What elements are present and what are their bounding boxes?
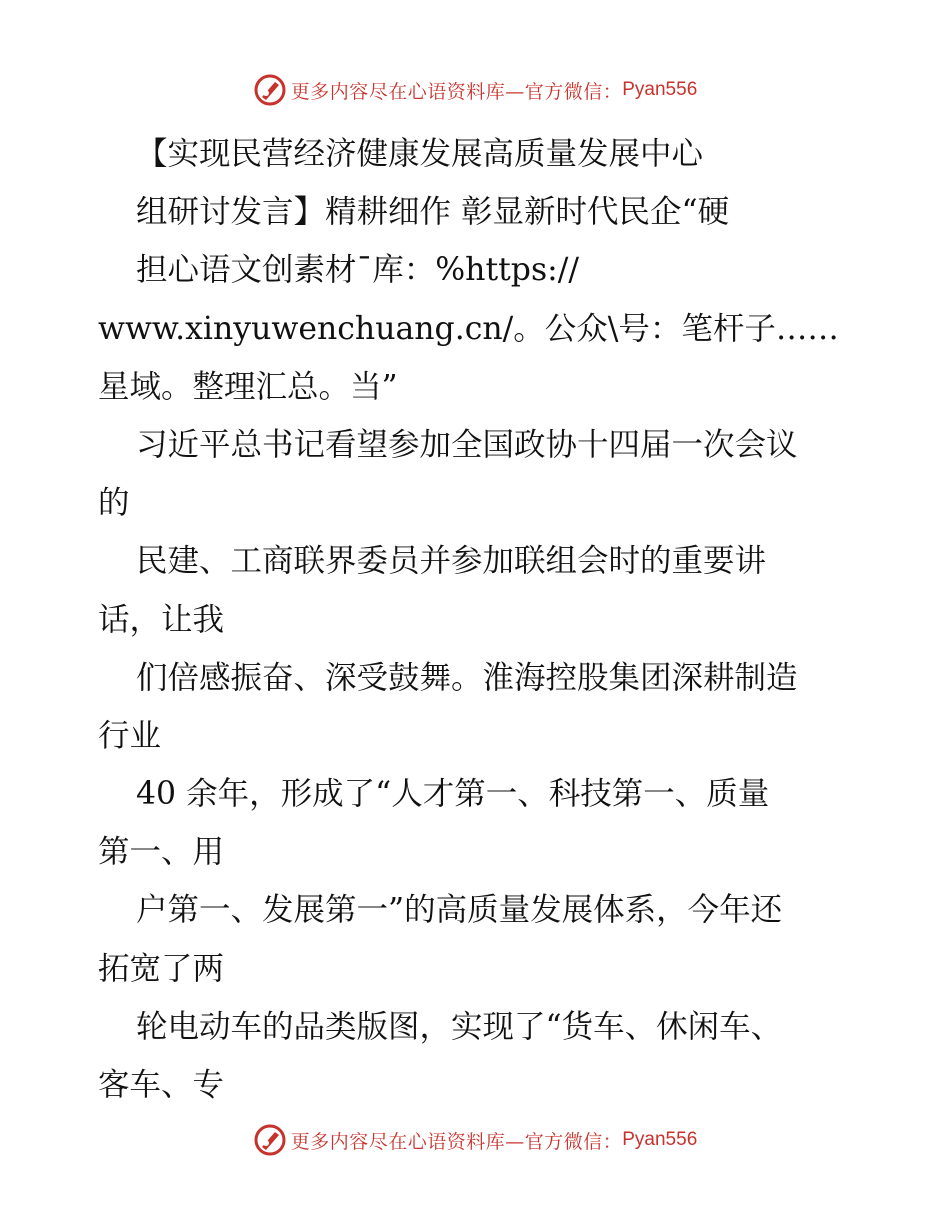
doc-line: 轮电动车的品类版图，实现了“货车、休闲车、 <box>136 1008 783 1045</box>
footer-banner <box>0 1120 950 1160</box>
doc-line: 户第一、发展第一”的高质量发展体系，今年还 <box>136 892 783 929</box>
doc-line: 【实现民营经济健康发展高质量发展中心 <box>136 136 704 172</box>
doc-line: 组研讨发言】精耕细作 彰显新时代民企“硬 <box>136 194 730 231</box>
doc-line: 拓宽了两 <box>98 950 225 987</box>
brand-logo-icon <box>253 73 287 107</box>
doc-line: 话，让我 <box>98 601 225 638</box>
doc-line: 们倍感振奋、深受鼓舞。淮海控股集团深耕制造 <box>136 659 798 696</box>
footer-wechat-id: Pyan556 <box>622 1129 698 1150</box>
doc-line: 的 <box>98 485 130 522</box>
header-wechat-id: Pyan556 <box>622 79 698 100</box>
doc-line: 担心语文创素材¯库：%https:// <box>136 252 579 289</box>
doc-line: 民建、工商联界委员并参加联组会时的重要讲 <box>136 543 767 580</box>
doc-line: 客车、专 <box>98 1067 225 1103</box>
footer-banner-text: 更多内容尽在心语资料库—官方微信： <box>290 1130 623 1153</box>
doc-line: 第一、用 <box>98 834 225 871</box>
document-body <box>98 125 888 1114</box>
header-banner-text: 更多内容尽在心语资料库—官方微信： <box>290 80 623 103</box>
doc-line: 星域。整理汇总。当” <box>98 368 398 405</box>
doc-line: 40 余年，形成了“人才第一、科技第一、质量 <box>136 776 770 813</box>
doc-line: 习近平总书记看望参加全国政协十四届一次会议 <box>136 426 798 463</box>
brand-logo-icon <box>253 1123 287 1157</box>
header-banner <box>0 70 950 110</box>
doc-line: 行业 <box>98 717 162 754</box>
doc-line: www.xinyuwenchuang.cn/。公众\号：笔杆子…… <box>98 310 839 347</box>
